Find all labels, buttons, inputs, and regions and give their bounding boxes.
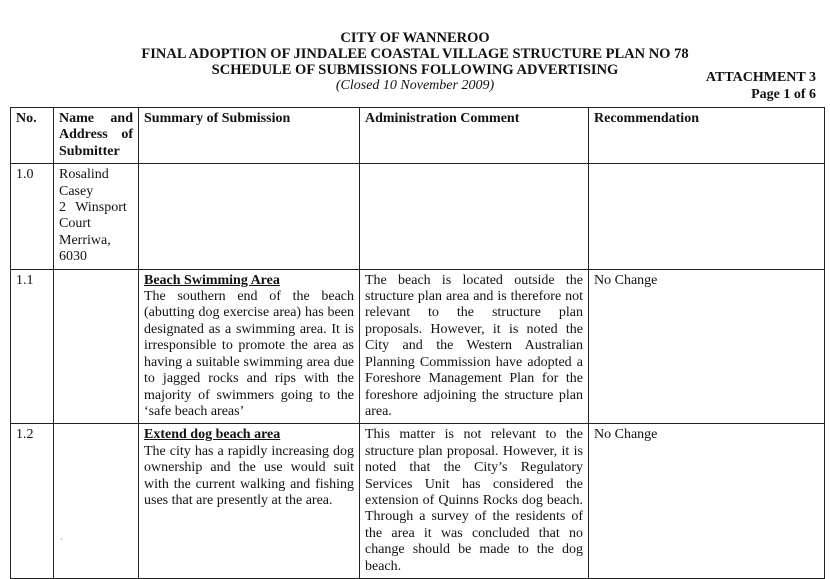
header-no: No. — [11, 108, 54, 164]
summary-cell — [139, 269, 360, 424]
header-recommendation: Recommendation — [589, 108, 825, 164]
address-line: 2 Winsport — [59, 200, 127, 216]
attachment-number: ATTACHMENT 3 — [705, 70, 816, 85]
closing-date: (Closed 10 November 2009) — [335, 78, 495, 93]
document-title: FINAL ADOPTION OF JINDALEE COASTAL VILLAGE STRUCTURE PLAN NO 78 — [141, 46, 689, 62]
summary-heading: Extend dog beach area — [144, 427, 281, 443]
address-line: 6030 — [59, 249, 87, 265]
council-title: CITY OF WANNEROO — [340, 30, 490, 46]
comment-cell-empty — [360, 164, 589, 269]
recommendation-cell: No Change — [589, 269, 825, 424]
item-number: 1.2 — [11, 424, 54, 579]
table-row — [11, 164, 825, 269]
summary-text: The city has a rapidly increasing dog ownership and the use would suit with the current walking and fishing uses that are presently at the area. — [144, 443, 354, 508]
address-line: Casey — [59, 183, 94, 199]
submitter-address — [54, 164, 139, 269]
attachment-label — [706, 69, 816, 103]
comment-cell: The beach is located outside the structure plan area and is therefore not relevant to the structure plan proposals. However, it is noted the City and the Western Australian Planning Commission have adopted a Foreshore Management Plan for the foreshore adjoining the structure plan area. — [360, 269, 589, 424]
header-summary: Summary of Submission — [139, 108, 360, 164]
comment-cell: This matter is not relevant to the structure plan proposal. However, it is noted that the City’s Regulatory Services Unit has considered the extension of Quinns Rocks dog beach. Through a survey of the residents of the area it was concluded that no change should be made to the dog beach. — [360, 424, 589, 579]
summary-cell — [139, 424, 360, 579]
table-header-row — [11, 108, 825, 164]
summary-cell-empty — [139, 164, 360, 269]
table-row — [11, 269, 825, 424]
header-comment: Administration Comment — [360, 108, 589, 164]
submitter-cell-empty — [54, 424, 139, 579]
header-submitter: Name and Address of Submitter — [54, 108, 139, 164]
recommendation-cell-empty — [589, 164, 825, 269]
scan-speck: · — [60, 535, 63, 544]
page-number: Page 1 of 6 — [751, 87, 816, 102]
item-number: 1.1 — [11, 269, 54, 424]
table-row — [11, 424, 825, 579]
submissions-table — [10, 107, 825, 579]
summary-text: The southern end of the beach (abutting dog exercise area) has been designated as a swimming area. It is irresponsible to promote the area as having a suitable swimming area due to jagged rocks and rips with the majority of swimmers going to the ‘safe beach areas’ — [144, 289, 354, 419]
submitter-number: 1.0 — [11, 164, 54, 269]
recommendation-cell: No Change — [589, 424, 825, 579]
address-line: Rosalind — [59, 167, 109, 183]
address-line: Merriwa, — [59, 232, 111, 248]
summary-heading: Beach Swimming Area — [144, 272, 280, 288]
submitter-cell-empty — [54, 269, 139, 424]
address-line: Court — [59, 216, 91, 232]
schedule-title: SCHEDULE OF SUBMISSIONS FOLLOWING ADVERTISING — [211, 62, 619, 78]
